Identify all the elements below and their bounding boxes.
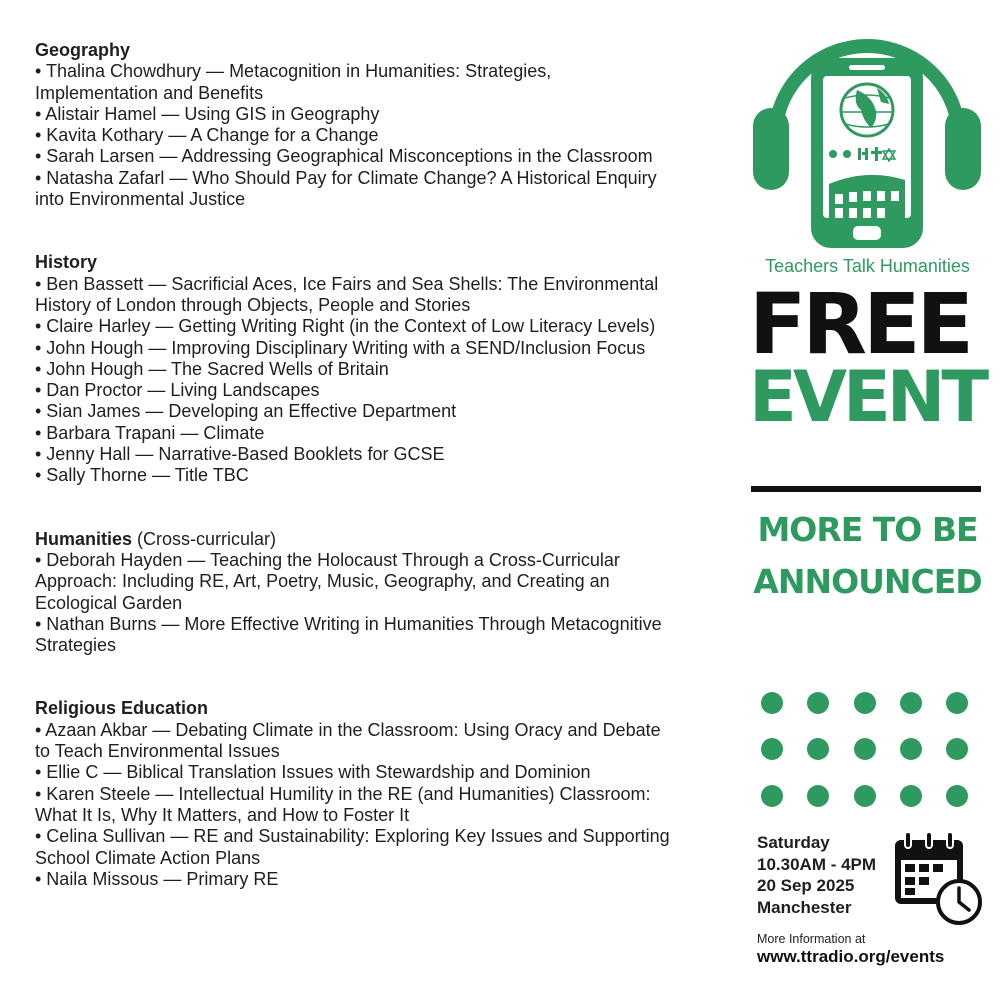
event-time: 10.30AM - 4PM xyxy=(757,854,877,874)
headphones-phone-logo xyxy=(749,18,985,254)
dot xyxy=(807,785,829,807)
session-entry: • Sarah Larsen — Addressing Geographical Misconceptions in the Classroom xyxy=(35,146,653,167)
dot xyxy=(900,785,922,807)
left-earcup-icon xyxy=(753,108,789,190)
section-title: Religious Education xyxy=(35,698,209,719)
divider xyxy=(751,486,981,492)
globe-icon xyxy=(841,84,893,136)
section-geography xyxy=(35,40,675,210)
dot xyxy=(946,785,968,807)
section-heading xyxy=(35,252,675,273)
session-entry: • Barbara Trapani — Climate xyxy=(35,422,265,443)
dot xyxy=(946,692,968,714)
more-info-url: www.ttradio.org/events xyxy=(757,947,945,966)
session-entry: • Ellie C — Biblical Translation Issues with Stewardship and Dominion xyxy=(35,762,591,783)
session-entry: • Sally Thorne — Title TBC xyxy=(35,465,249,486)
session-entry: • Claire Harley — Getting Writing Right (in the Context of Low Literacy Levels) xyxy=(35,316,656,337)
session-entry: • Jenny Hall — Narrative-Based Booklets for GCSE xyxy=(35,444,445,465)
session-entry: • Kavita Kothary — A Change for a Change xyxy=(35,125,379,146)
session-entry: • Naila Missous — Primary RE xyxy=(35,868,279,889)
section-subtitle: (Cross-curricular) xyxy=(132,528,277,549)
dot xyxy=(761,692,783,714)
session-entry: • Deborah Hayden — Teaching the Holocaust Through a Cross-Curricular Approach: Including RE, Art, Poetry, Music, Geography, and Creating an Ecological Garden xyxy=(35,549,620,613)
dot xyxy=(854,785,876,807)
session-entry: • Sian James — Developing an Effective Department xyxy=(35,401,457,422)
dot xyxy=(900,738,922,760)
event-location: Manchester xyxy=(757,897,852,917)
right-earcup-icon xyxy=(945,108,981,190)
dot xyxy=(761,738,783,760)
announce-line-2: ANNOUNCED xyxy=(753,562,982,601)
event-day: Saturday xyxy=(757,833,830,852)
section-heading xyxy=(35,529,675,550)
dot xyxy=(761,785,783,807)
session-entry: • Alistair Hamel — Using GIS in Geography xyxy=(35,103,380,124)
dot xyxy=(900,692,922,714)
brand-name: Teachers Talk Humanities xyxy=(765,256,970,276)
section-title: History xyxy=(35,252,98,273)
session-entry: • Azaan Akbar — Debating Climate in the Classroom: Using Oracy and Debate to Teach Environmental Issues xyxy=(35,719,661,762)
section-heading xyxy=(35,698,675,719)
free-heading: FREE xyxy=(749,275,970,373)
session-entry: • Thalina Chowdhury — Metacognition in Humanities: Strategies, Implementation and Benefits xyxy=(35,61,552,103)
event-details xyxy=(757,832,876,918)
section-humanities xyxy=(35,529,675,657)
event-heading: EVENT xyxy=(749,356,986,438)
dot xyxy=(807,738,829,760)
session-entry: • Karen Steele — Intellectual Humility in the RE (and Humanities) Classroom: What It Is, Why It Matters, and How to Foster It xyxy=(35,783,651,825)
session-entry: • Celina Sullivan — RE and Sustainability: Exploring Key Issues and Supporting School Climate Action Plans xyxy=(35,826,670,868)
dot xyxy=(854,692,876,714)
dot xyxy=(854,738,876,760)
program-list xyxy=(35,40,675,932)
session-entry: • Ben Bassett — Sacrificial Aces, Ice Fairs and Sea Shells: The Environmental History of London through Objects, People and Stories xyxy=(35,273,659,315)
event-sidebar xyxy=(745,0,990,1000)
session-entry: • Dan Proctor — Living Landscapes xyxy=(35,380,320,401)
session-entry: • Natasha Zafarl — Who Should Pay for Climate Change? A Historical Enquiry into Environmental Justice xyxy=(35,167,657,210)
session-entry: • John Hough — The Sacred Wells of Britain xyxy=(35,358,389,379)
section-heading xyxy=(35,40,675,61)
session-entry: • Nathan Burns — More Effective Writing in Humanities Through Metacognitive Strategies xyxy=(35,613,662,656)
more-info-label: More Information at xyxy=(757,932,866,946)
dot xyxy=(807,692,829,714)
section-title: Humanities xyxy=(35,528,133,549)
section-title: Geography xyxy=(35,40,131,60)
calendar-clock-icon xyxy=(893,830,983,926)
announce-line-1: MORE TO BE xyxy=(757,510,978,549)
section-history xyxy=(35,252,675,486)
decorative-dots xyxy=(761,692,976,812)
section-religious-education xyxy=(35,698,675,890)
event-date: 20 Sep 2025 xyxy=(757,876,855,895)
colosseum-icon xyxy=(829,175,905,218)
dot xyxy=(946,738,968,760)
session-entry: • John Hough — Improving Disciplinary Writing with a SEND/Inclusion Focus xyxy=(35,337,646,358)
